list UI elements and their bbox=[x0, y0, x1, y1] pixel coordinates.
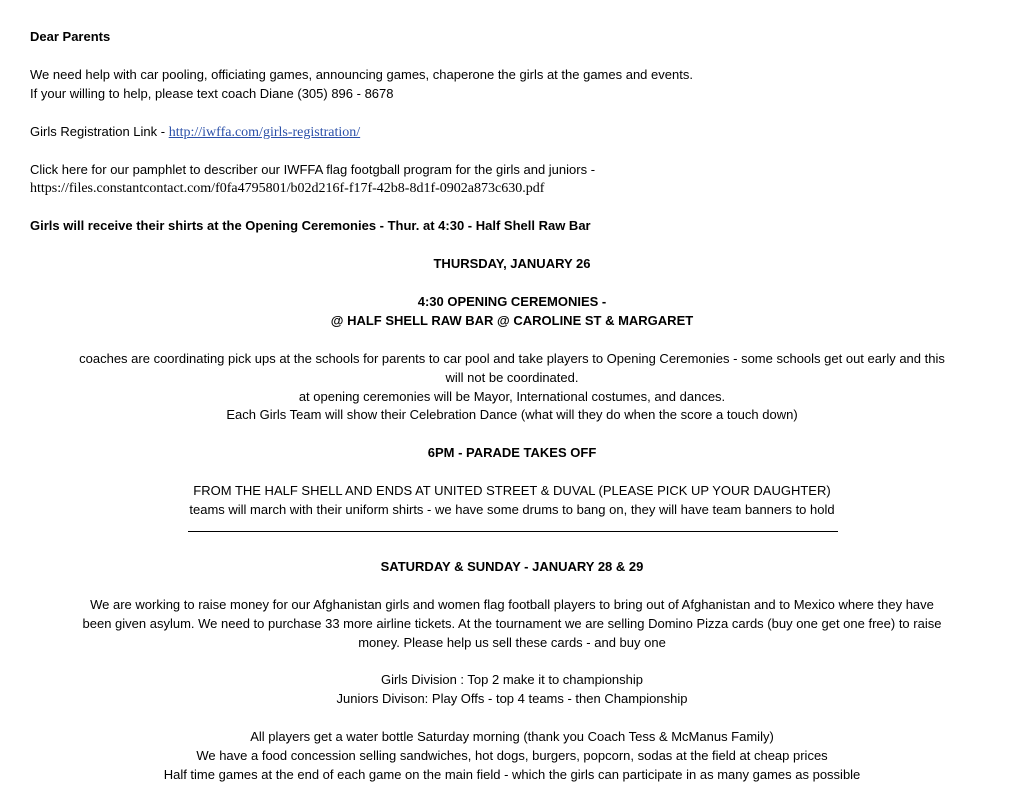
parade-heading: 6PM - PARADE TAKES OFF bbox=[427, 445, 597, 460]
fundraiser-line-1: We are working to raise money for our Afghanistan girls and women flag football players to bring out of Afghanistan and to Mexico where they have bbox=[90, 597, 934, 612]
greeting: Dear Parents bbox=[30, 29, 111, 44]
ceremony-line-1: 4:30 OPENING CEREMONIES - bbox=[417, 294, 607, 309]
ceremony-line-2: @ HALF SHELL RAW BAR @ CAROLINE ST & MARGARET bbox=[330, 313, 694, 328]
intro-line-1: We need help with car pooling, officiating games, announcing games, chaperone the girls at the games and events. bbox=[30, 67, 693, 82]
parade-detail-1: FROM THE HALF SHELL AND ENDS AT UNITED STREET & DUVAL (PLEASE PICK UP YOUR DAUGHTER) bbox=[193, 483, 831, 498]
extras-line-1: All players get a water bottle Saturday morning (thank you Coach Tess & McManus Family) bbox=[250, 729, 774, 744]
fundraiser-line-3: money. Please help us sell these cards - and buy one bbox=[358, 635, 666, 650]
section-divider bbox=[188, 531, 838, 532]
intro-line-2: If your willing to help, please text coach Diane (305) 896 - 8678 bbox=[30, 86, 394, 101]
extras-line-3: Half time games at the end of each game on the main field - which the girls can participate in as many games as possible bbox=[163, 767, 861, 782]
extras-line-2: We have a food concession selling sandwiches, hot dogs, burgers, popcorn, sodas at the field at cheap prices bbox=[196, 748, 828, 763]
thursday-detail-1: coaches are coordinating pick ups at the schools for parents to car pool and take players to Opening Ceremonies - some schools get out early and this bbox=[79, 351, 945, 366]
fundraiser-line-2: been given asylum. We need to purchase 33 more airline tickets. At the tournament we are selling Domino Pizza cards (buy one get one free) to raise bbox=[82, 616, 942, 631]
division-girls: Girls Division : Top 2 make it to championship bbox=[380, 672, 644, 687]
thursday-detail-3: at opening ceremonies will be Mayor, International costumes, and dances. bbox=[298, 389, 726, 404]
thursday-detail-4: Each Girls Team will show their Celebration Dance (what will they do when the score a touch down) bbox=[226, 407, 798, 422]
parade-detail-2: teams will march with their uniform shirts - we have some drums to bang on, they will have team banners to hold bbox=[189, 502, 835, 517]
registration-label: Girls Registration Link - bbox=[30, 124, 169, 139]
registration-link[interactable]: http://iwffa.com/girls-registration/ bbox=[168, 125, 361, 140]
pamphlet-line-1: Click here for our pamphlet to describer our IWFFA flag footgball program for the girls and juniors - bbox=[30, 162, 596, 177]
division-juniors: Juniors Divison: Play Offs - top 4 teams - then Championship bbox=[336, 691, 688, 706]
shirts-notice: Girls will receive their shirts at the Opening Ceremonies - Thur. at 4:30 - Half Shell Raw Bar bbox=[30, 218, 591, 233]
registration-line bbox=[30, 122, 360, 141]
thursday-detail-2: will not be coordinated. bbox=[445, 370, 579, 385]
pamphlet-url: https://files.constantcontact.com/f0fa4795801/b02d216f-f17f-42b8-8d1f-0902a873c630.pdf bbox=[30, 181, 545, 196]
thursday-heading: THURSDAY, JANUARY 26 bbox=[433, 256, 591, 271]
weekend-heading: SATURDAY & SUNDAY - JANUARY 28 & 29 bbox=[380, 559, 644, 574]
